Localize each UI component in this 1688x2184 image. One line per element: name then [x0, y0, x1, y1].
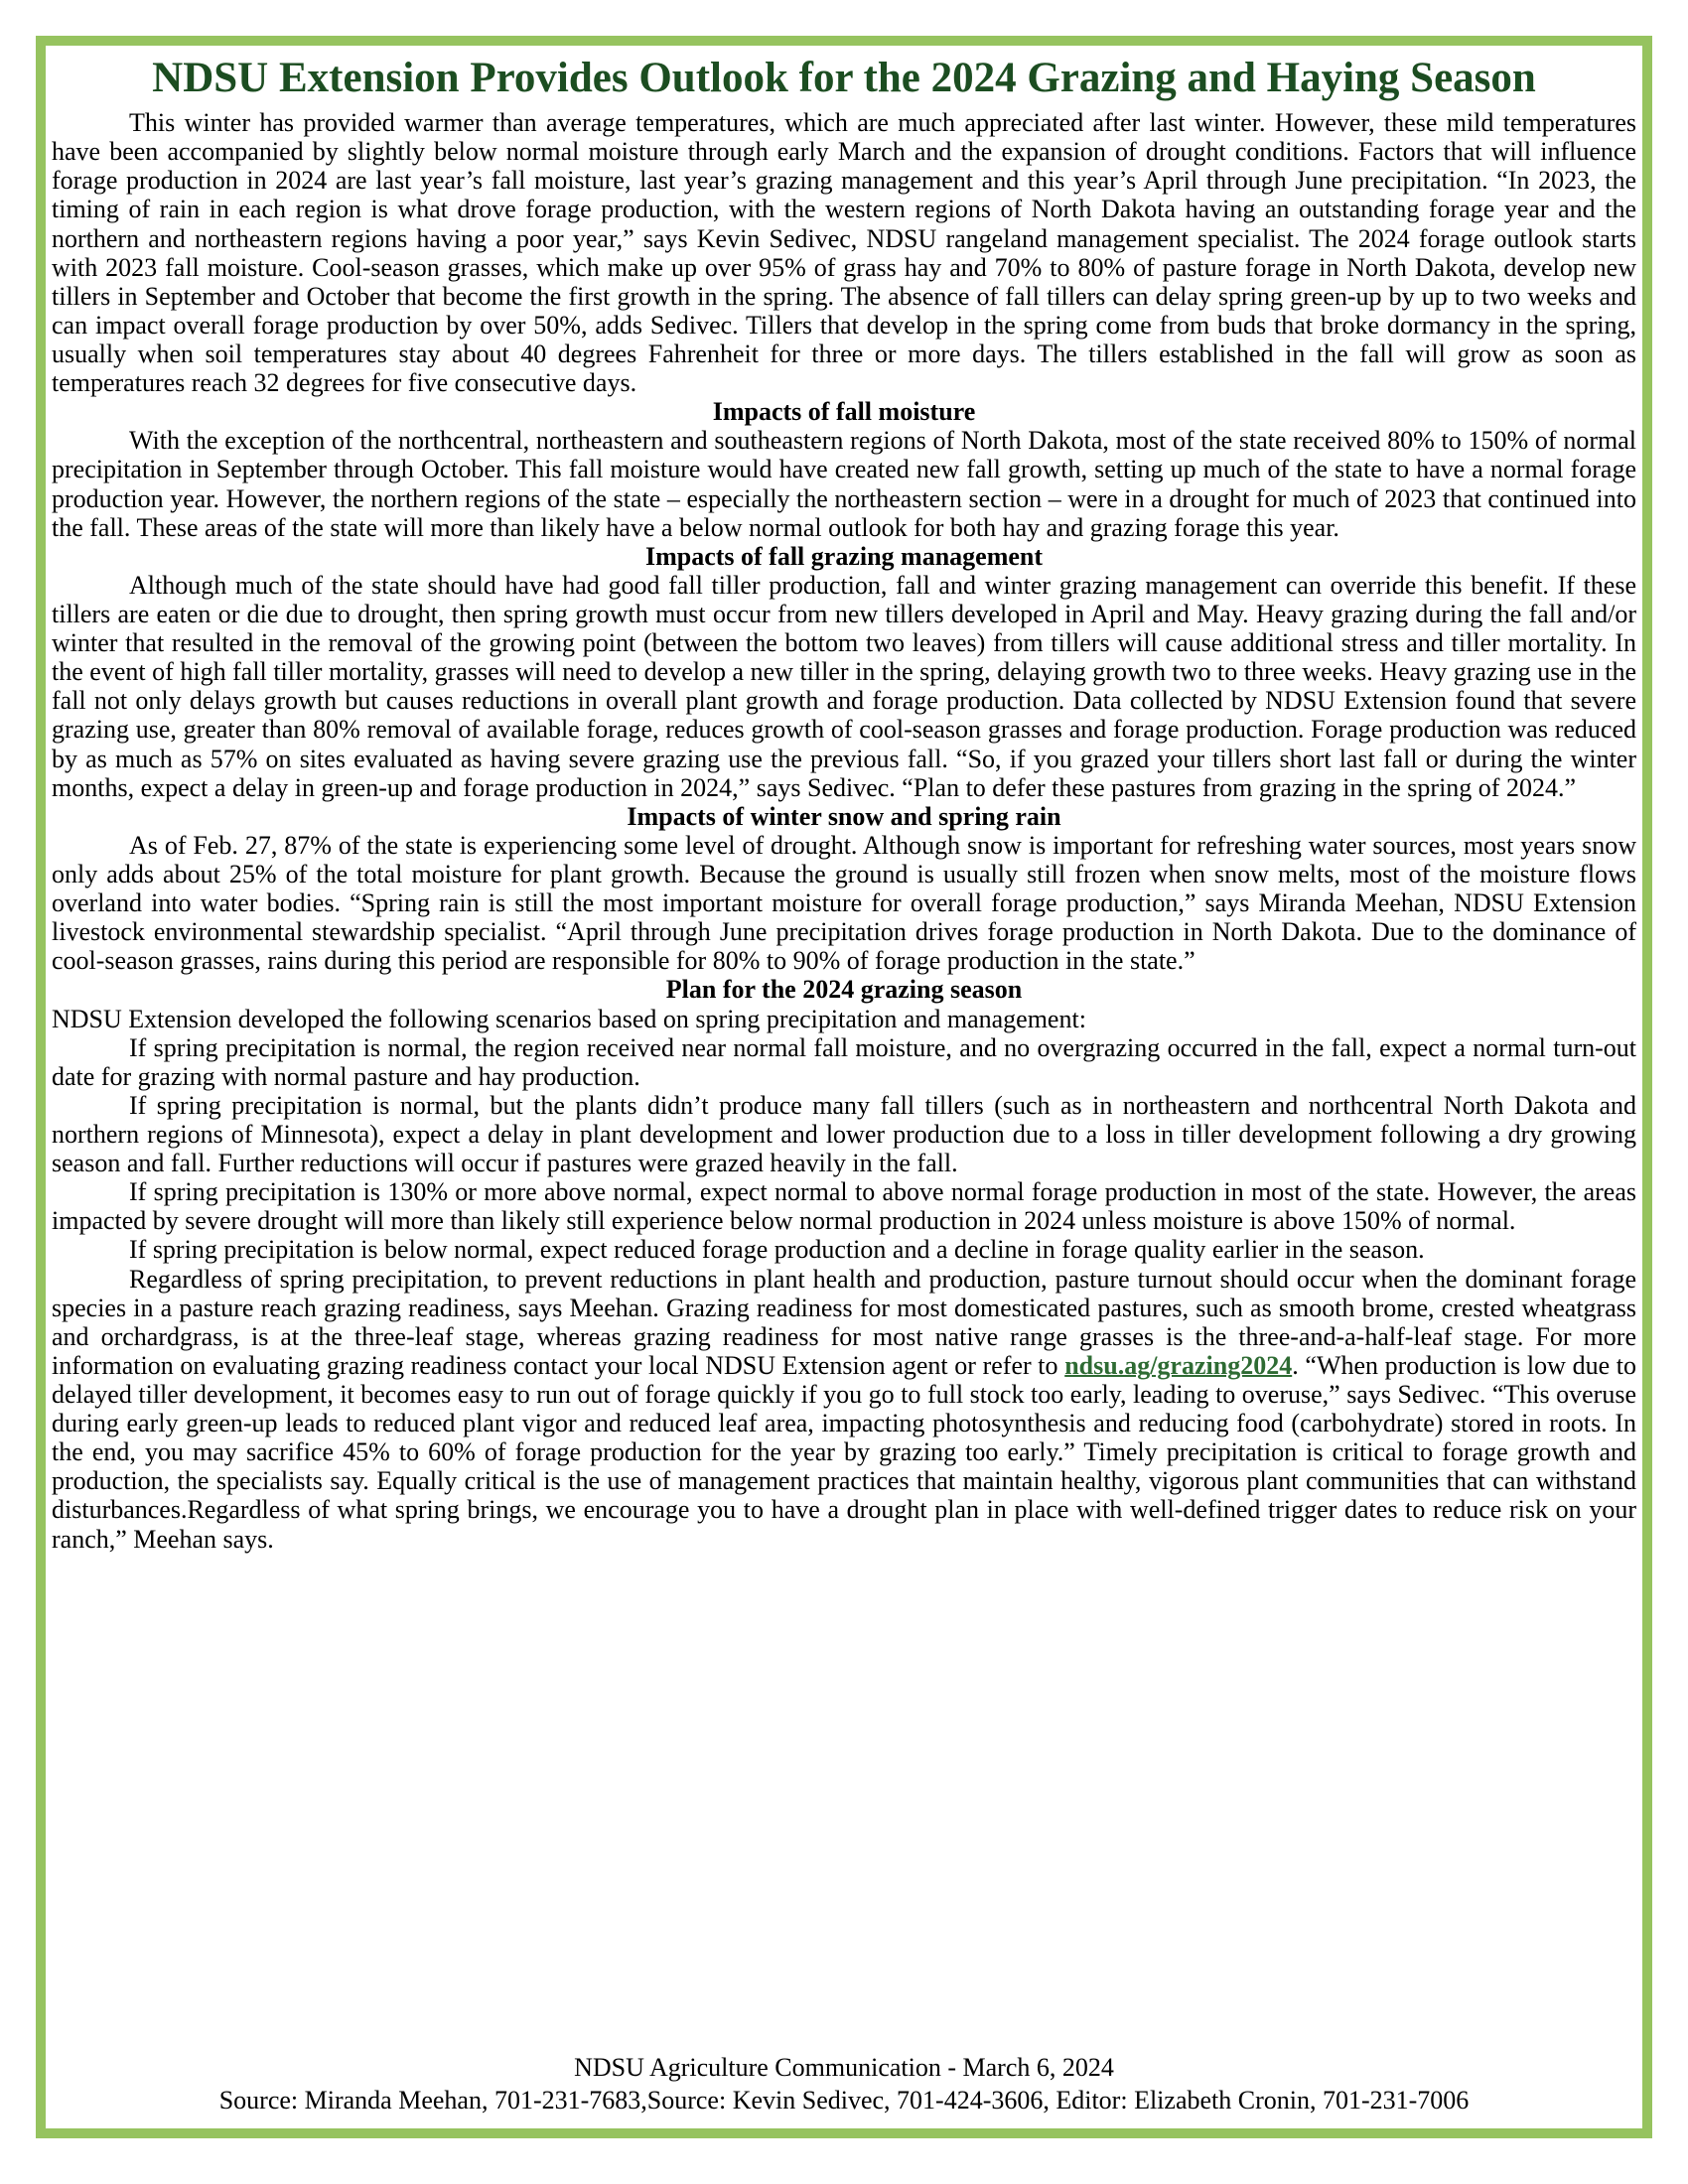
- footer: [52, 2026, 1636, 2116]
- paragraph: As of Feb. 27, 87% of the state is experiencing some level of drought. Although snow is important for refreshing water sources, most years snow only adds about 25% of the total moisture for plant growth. Because the ground is usually still frozen when snow melts, most of the moisture flows overland into water bodies. “Spring rain is still the most important moisture for overall forage production,” says Miranda Meehan, NDSU Extension livestock environmental stewardship specialist. “April through June precipitation drives forage production in North Dakota. Due to the dominance of cool-season grasses, rains during this period are responsible for 80% to 90% of forage production in the state.”: [52, 830, 1636, 976]
- page-border-frame: [36, 36, 1652, 2138]
- section-heading: Impacts of fall moisture: [712, 397, 976, 427]
- grazing2024-link[interactable]: ndsu.ag/grazing2024: [1064, 1350, 1293, 1380]
- article-body: [52, 108, 1636, 1553]
- section-heading: Plan for the 2024 grazing season: [665, 975, 1023, 1005]
- section-heading: Impacts of fall grazing management: [644, 541, 1044, 571]
- paragraph: With the exception of the northcentral, northeastern and southeastern regions of North Dakota, most of the state received 80% to 150% of normal precipitation in September through October. This fall moisture would have created new fall growth, setting up much of the state to have a normal forage production year. However, the northern regions of the state – especially the northeastern section – were in a drought for much of 2023 that continued into the fall. These areas of the state will more than likely have a below normal outlook for both hay and grazing forage this year.: [52, 426, 1636, 542]
- footer-communication-line: NDSU Agriculture Communication - March 6, 2024: [574, 2053, 1114, 2082]
- paragraph: Although much of the state should have had good fall tiller production, fall and winter grazing management can override this benefit. If these tillers are eaten or die due to drought, then spring growth must occur from new tillers developed in April and May. Heavy grazing during the fall and/or winter that resulted in the removal of the growing point (between the bottom two leaves) from tillers will cause additional stress and tiller mortality. In the event of high fall tiller mortality, grasses will need to develop a new tiller in the spring, delaying growth two to three weeks. Heavy grazing use in the fall not only delays growth but causes reductions in overall plant growth and forage production. Data collected by NDSU Extension found that severe grazing use, greater than 80% removal of available forage, reduces growth of cool-season grasses and forage production. Forage production was reduced by as much as 57% on sites evaluated as having severe grazing use the previous fall. “So, if you grazed your tillers short last fall or during the winter months, expect a delay in green-up and forage production in 2024,” says Sedivec. “Plan to defer these pastures from grazing in the spring of 2024.”: [52, 570, 1636, 802]
- section-heading: Impacts of winter snow and spring rain: [627, 801, 1061, 831]
- paragraph: This winter has provided warmer than average temperatures, which are much appreciated after last winter. However, these mild temperatures have been accompanied by slightly below normal moisture through early March and the expansion of drought conditions. Factors that will influence forage production in 2024 are last year’s fall moisture, last year’s grazing management and this year’s April through June precipitation. “In 2023, the timing of rain in each region is what drove forage production, with the western regions of North Dakota having an outstanding forage year and the northern and northeastern regions having a poor year,” says Kevin Sedivec, NDSU rangeland management specialist. The 2024 forage outlook starts with 2023 fall moisture. Cool-season grasses, which make up over 95% of grass hay and 70% to 80% of pasture forage in North Dakota, develop new tillers in September and October that become the first growth in the spring. The absence of fall tillers can delay spring green-up by up to two weeks and can impact overall forage production by over 50%, adds Sedivec. Tillers that develop in the spring come from buds that broke dormancy in the spring, usually when soil temperatures stay about 40 degrees Fahrenheit for three or more days. The tillers established in the fall will grow as soon as temperatures reach 32 degrees for five consecutive days.: [52, 108, 1636, 398]
- paragraph: If spring precipitation is normal, but the plants didn’t produce many fall tillers (such as in northeastern and northcentral North Dakota and northern regions of Minnesota), expect a delay in plant development and lower production due to a loss in tiller development following a dry growing season and fall. Further reductions will occur if pastures were grazed heavily in the fall.: [52, 1090, 1636, 1178]
- paragraph: NDSU Extension developed the following scenarios based on spring precipitation and management:: [52, 1004, 1086, 1033]
- paragraph: If spring precipitation is normal, the region received near normal fall moisture, and no overgrazing occurred in the fall, expect a normal turn-out date for grazing with normal pasture and hay production.: [52, 1032, 1636, 1091]
- footer-sources-line: Source: Miranda Meehan, 701-231-7683,Source: Kevin Sedivec, 701-424-3606, Editor: Elizabeth Cronin, 701-231-7006: [218, 2085, 1470, 2115]
- page-title: NDSU Extension Provides Outlook for the 2024 Grazing and Haying Season: [152, 55, 1536, 101]
- paragraph: If spring precipitation is below normal, expect reduced forage production and a decline in forage quality earlier in the season.: [129, 1235, 1425, 1265]
- paragraph: If spring precipitation is 130% or more above normal, expect normal to above normal forage production in most of the state. However, the areas impacted by severe drought will more than likely still experience below normal production in 2024 unless moisture is above 150% of normal.: [52, 1177, 1636, 1236]
- paragraph: Regardless of spring precipitation, to prevent reductions in plant health and production, pasture turnout should occur when the dominant forage species in a pasture reach grazing readiness, says Meehan. Grazing readiness for most domesticated pastures, such as smooth brome, crested wheatgrass and orchardgrass, is at the three-leaf stage, whereas grazing readiness for most native range grasses is the three-and-a-half-leaf stage. For more information on evaluating grazing readiness contact your local NDSU Extension agent or refer to ndsu.ag/grazing2024. “When production is low due to delayed tiller development, it becomes easy to run out of forage quickly if you go to full stock too early, leading to overuse,” says Sedivec. “This overuse during early green-up leads to reduced plant vigor and reduced leaf area, impacting photosynthesis and reducing food (carbohydrate) stored in roots. In the end, you may sacrifice 45% to 60% of forage production for the year by grazing too early.” Timely precipitation is critical to forage growth and production, the specialists say. Equally critical is the use of management practices that maintain healthy, vigorous plant communities that can withstand disturbances.Regardless of what spring brings, we encourage you to have a drought plan in place with well-defined trigger dates to reduce risk on your ranch,” Meehan says.: [52, 1264, 1637, 1554]
